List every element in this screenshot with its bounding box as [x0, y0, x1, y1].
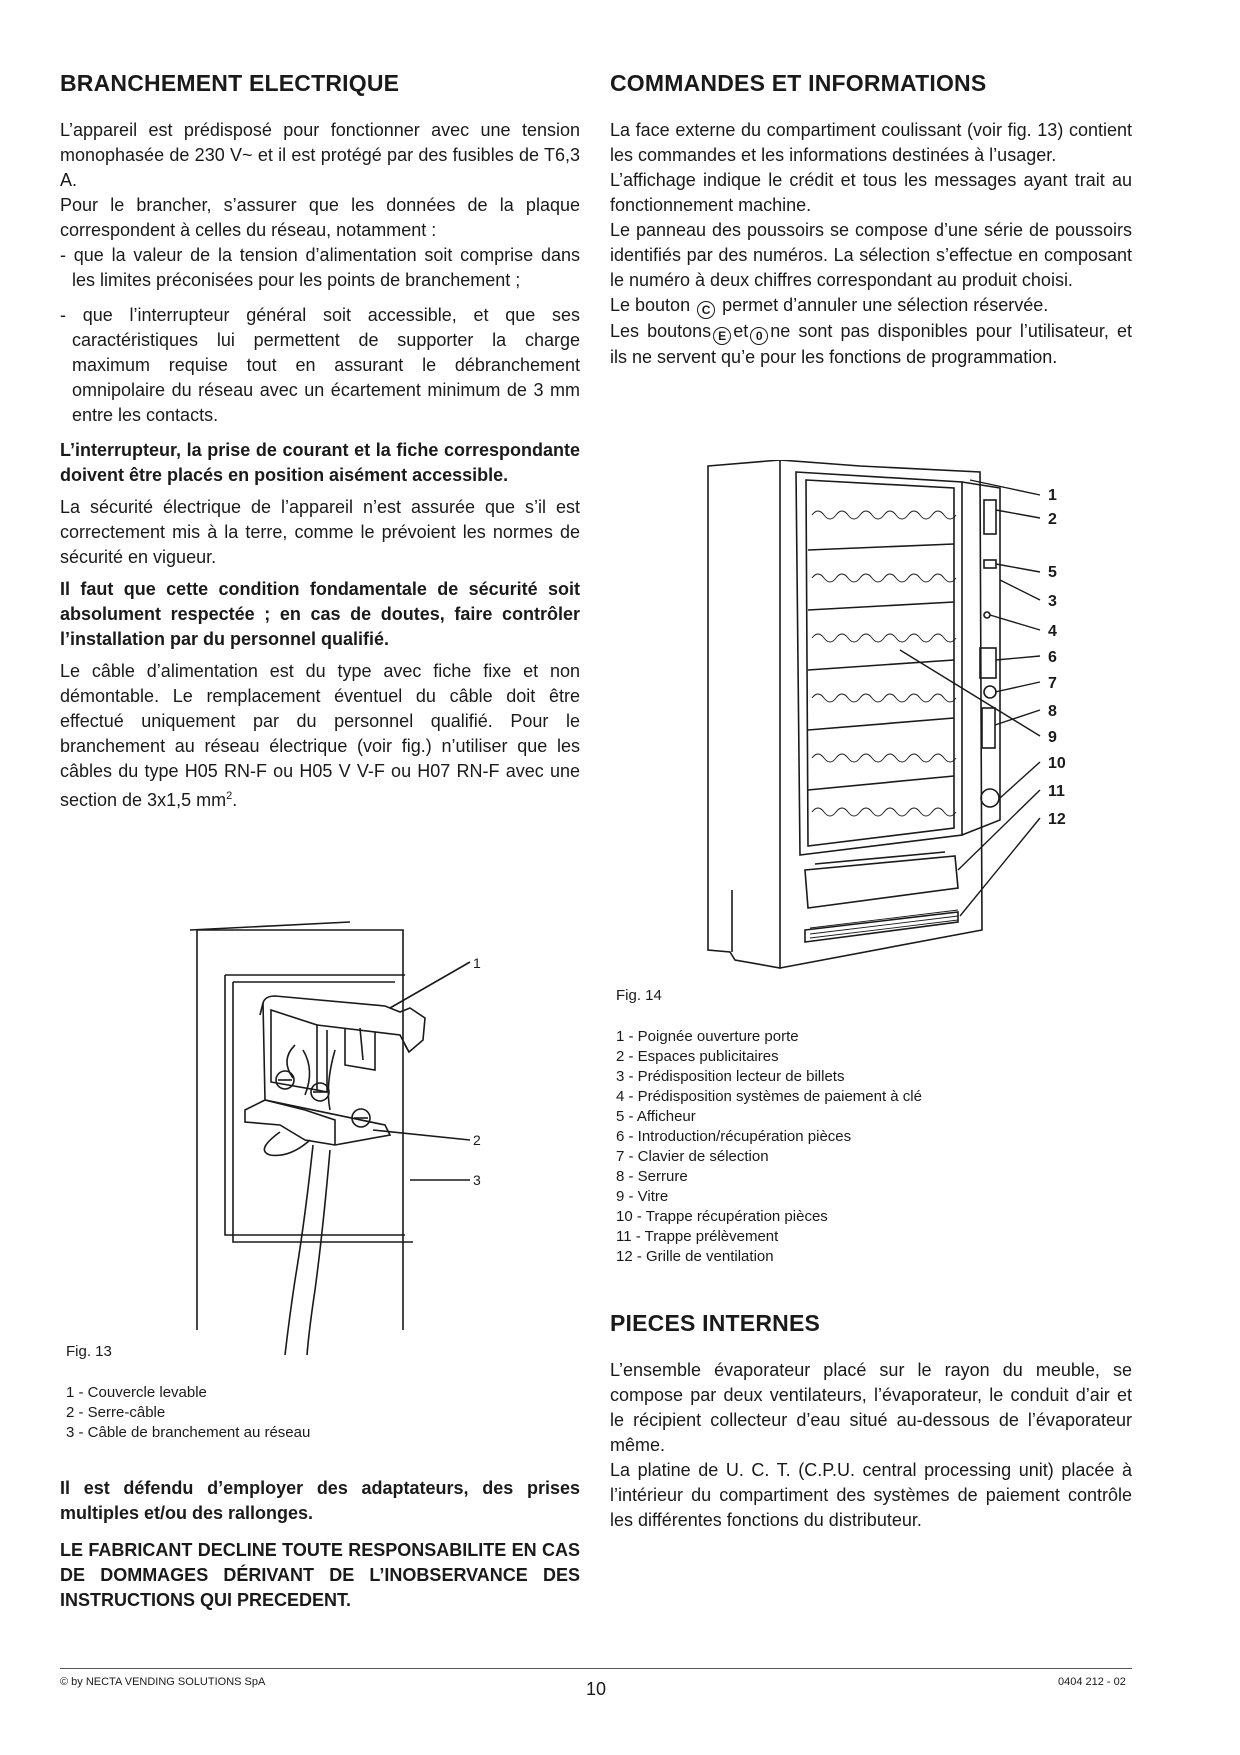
cable-text-end: . [232, 790, 238, 810]
list-item: - que la valeur de la tension d’alimentation soit comprise dans les limites préconisées pour les points de branchement ; [60, 245, 580, 290]
zero-symbol-icon: 0 [750, 327, 768, 345]
fig14-callout-6: 6 [1048, 649, 1057, 666]
legend-item: 1 - Couvercle levable [66, 1384, 207, 1401]
paragraph: Le panneau des poussoirs se compose d’une série de poussoirs identifiés par des numéros. La sélection s’effectue en composant le numéro à deux chiffres correspondant au produit choisi. [610, 220, 1132, 290]
superscript: 2 [226, 790, 233, 802]
e-symbol-icon: E [713, 327, 731, 345]
paragraph: L’appareil est prédisposé pour fonctionner avec une tension monophasée de 230 V~ et il est protégé par des fusibles de T6,3 A. [60, 120, 580, 190]
text: Les boutons [610, 321, 712, 341]
fig14-callout-9: 9 [1048, 729, 1057, 746]
text: Le bouton [610, 295, 691, 315]
warning-paragraph: Il faut que cette condition fondamentale de sécurité soit absolument respectée ; en cas de doutes, faire contrôler l’installation par du personnel qualifié. [60, 579, 580, 649]
footer-divider [60, 1668, 1132, 1669]
legend-item: 2 - Serre-câble [66, 1404, 166, 1421]
section-title-pieces-internes: PIECES INTERNES [610, 1310, 821, 1336]
fig14-callout-7: 7 [1048, 675, 1057, 692]
paragraph: L’ensemble évaporateur placé sur le rayon du meuble, se compose par deux ventilateurs, l’évaporateur, le conduit d’air et le récipient collecteur d’eau situé au-dessous de l’évaporateur même. [610, 1360, 1132, 1455]
text: et [733, 321, 749, 341]
paragraph: Pour le brancher, s’assurer que les données de la plaque correspondent à celles du réseau, notamment : [60, 195, 580, 240]
fig14-vending-machine-illustration [700, 460, 1100, 980]
legend-item: 2 - Espaces publicitaires [616, 1048, 779, 1065]
fig13-callout-3: 3 [473, 1172, 481, 1188]
footer-copyright: © by NECTA VENDING SOLUTIONS SpA [60, 1676, 266, 1688]
section-title-commandes: COMMANDES ET INFORMATIONS [610, 70, 987, 96]
fig14-callout-12: 12 [1048, 811, 1066, 828]
paragraph [60, 659, 580, 813]
fig14-callout-8: 8 [1048, 703, 1057, 720]
document-code: 0404 212 - 02 [1058, 1676, 1126, 1688]
fig14-callout-4: 4 [1048, 623, 1057, 640]
paragraph: L’affichage indique le crédit et tous les messages ayant trait au fonctionnement machine. [610, 170, 1132, 215]
legend-item: 3 - Câble de branchement au réseau [66, 1424, 311, 1441]
fig13-legend [66, 1383, 310, 1443]
fig13-callout-2: 2 [473, 1132, 481, 1148]
fig13-label: Fig. 13 [66, 1343, 112, 1360]
fig14-legend [616, 1027, 922, 1267]
cancel-symbol-icon: C [697, 301, 715, 319]
text: permet d’annuler une sélection réservée. [722, 295, 1049, 315]
fig14-callout-1: 1 [1048, 487, 1057, 504]
branchement-text-block [60, 118, 580, 813]
warning-paragraph: L’interrupteur, la prise de courant et la fiche correspondante doivent être placés en position aisément accessible. [60, 440, 580, 485]
legend-item: 8 - Serrure [616, 1168, 688, 1185]
page-number: 10 [586, 1679, 607, 1699]
legend-item: 3 - Prédisposition lecteur de billets [616, 1068, 845, 1085]
legend-item: 7 - Clavier de sélection [616, 1148, 769, 1165]
legend-item: 11 - Trappe prélèvement [616, 1228, 779, 1245]
fig14-callout-3: 3 [1048, 593, 1057, 610]
text: ne sont pas disponibles pour l’utilisateur, et ils ne servent qu’e pour les fonctions de programmation. [610, 321, 1133, 367]
pieces-internes-text-block [610, 1358, 1132, 1533]
adapter-warning: Il est défendu d’employer des adaptateurs, des prises multiples et/ou des rallonges. [60, 1478, 580, 1523]
paragraph: La face externe du compartiment coulissant (voir fig. 13) contient les commandes et les informations destinées à l’usager. [610, 120, 1132, 165]
list-item: - que l’interrupteur général soit accessible, et que ses caractéristiques lui permettent de supporter la charge maximum requise tout en assurant le débranchement omnipolaire du réseau avec un écartement minimum de 3 mm entre les contacts. [60, 305, 580, 425]
legend-item: 9 - Vitre [616, 1188, 669, 1205]
liability-disclaimer: LE FABRICANT DECLINE TOUTE RESPONSABILITE EN CAS DE DOMMAGES DÉRIVANT DE L’INOBSERVANCE DES INSTRUCTIONS QUI PRECEDENT. [60, 1540, 580, 1610]
fig14-callout-2: 2 [1048, 511, 1057, 528]
legend-item: 1 - Poignée ouverture porte [616, 1028, 799, 1045]
fig14-callout-11: 11 [1048, 783, 1065, 800]
paragraph [610, 319, 1132, 370]
section-title-branchement: BRANCHEMENT ELECTRIQUE [60, 70, 400, 96]
legend-item: 6 - Introduction/récupération pièces [616, 1128, 852, 1145]
legend-item: 4 - Prédisposition systèmes de paiement à clé [616, 1088, 922, 1105]
fig14-callout-5: 5 [1048, 564, 1057, 581]
fig14-callout-10: 10 [1048, 755, 1066, 772]
legend-item: 10 - Trappe récupération pièces [616, 1208, 828, 1225]
fig13-callout-1: 1 [473, 955, 481, 971]
legend-item: 5 - Afficheur [616, 1108, 696, 1125]
paragraph: La sécurité électrique de l’appareil n’est assurée que s’il est correctement mis à la terre, comme le prévoient les normes de sécurité en vigueur. [60, 497, 580, 567]
paragraph: La platine de U. C. T. (C.P.U. central processing unit) placée à l’intérieur du compartiment des systèmes de paiement contrôle les différentes fonctions du distributeur. [610, 1460, 1132, 1530]
fig14-label: Fig. 14 [616, 987, 662, 1004]
fig13-socket-illustration [185, 900, 555, 1360]
commandes-text-block [610, 118, 1132, 370]
paragraph [610, 293, 1132, 319]
cable-text: Le câble d’alimentation est du type avec fiche fixe et non démontable. Le remplacement éventuel du câble doit être effectué uniquement par du personnel qualifié. Pour le branchement au réseau électrique (voir fig.) n’utiliser que les câbles du type H05 RN-F ou H05 V V-F ou H07 RN-F avec une section de 3x1,5 mm [60, 661, 580, 810]
legend-item: 12 - Grille de ventilation [616, 1248, 774, 1265]
